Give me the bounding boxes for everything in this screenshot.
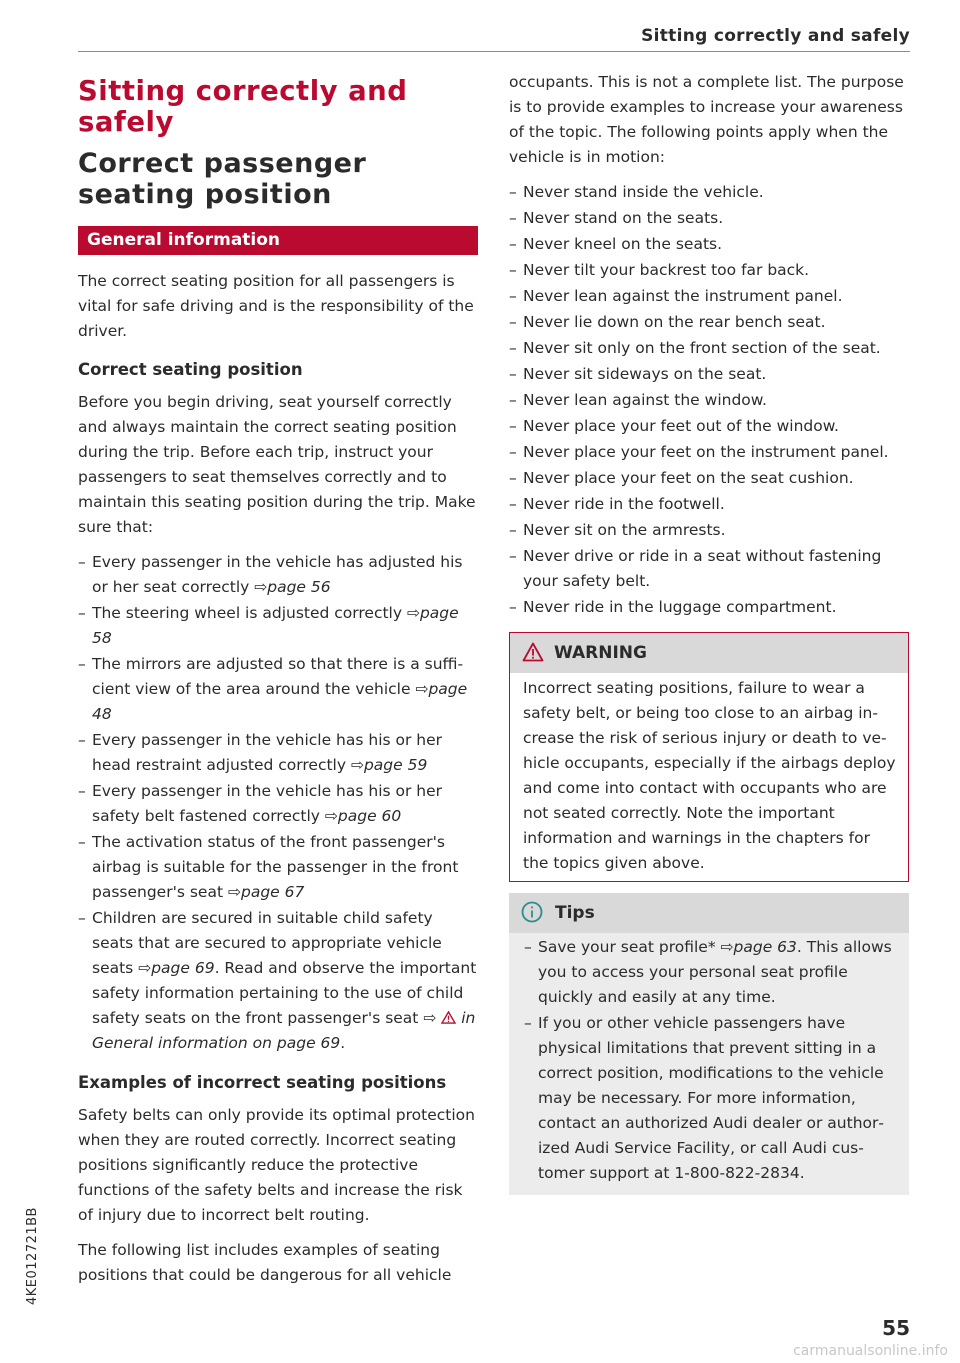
page-reference-text: page 69 <box>151 959 215 977</box>
page-reference-text: page 67 <box>240 883 305 901</box>
examples-intro-paragraph: The following list includes examples of seating positions that could be dangerous for all vehicle <box>78 1241 452 1284</box>
list-item <box>509 180 909 205</box>
warning-body <box>510 673 908 881</box>
document-code: 4KE012721BB <box>25 1207 40 1305</box>
arrow-right-icon: ⇨ <box>350 756 364 774</box>
tips-body <box>509 933 909 1195</box>
warning-title: WARNING <box>554 643 647 663</box>
dash-mark: – <box>78 782 86 800</box>
section-title-line2: seating position <box>78 179 332 210</box>
chapter-title-line1: Sitting correctly and <box>78 75 408 107</box>
list-item-text: Children are secured in suitable child safety seats that are secured to appropriate vehicle seats <box>92 909 442 977</box>
list-item-text: Never place your feet on the seat cushion. <box>523 469 854 487</box>
warning-triangle-icon <box>522 642 544 662</box>
list-item <box>78 652 478 727</box>
list-item-text: Every passenger in the vehicle has his or her head restraint adjusted correctly <box>92 731 443 774</box>
dash-mark: – <box>78 553 86 571</box>
dash-mark: – <box>509 261 517 279</box>
list-item-text: The steering wheel is adjusted correctly <box>92 604 407 622</box>
list-item-text: Every passenger in the vehicle has his or her safety belt fastened correctly <box>92 782 443 825</box>
page-reference-text: page 48 <box>92 680 468 723</box>
belts-paragraph: Safety belts can only provide its optimal protection when they are routed correctly. Incorrect seating positions significantly reduce the protective functions of the safety belts and increase the risk of injury due to incorrect belt routing. <box>78 1106 475 1224</box>
list-item <box>509 466 909 491</box>
dash-mark: – <box>509 209 517 227</box>
list-item-text: Never stand on the seats. <box>523 209 724 227</box>
warning-triangle-icon <box>441 1011 456 1024</box>
info-circle-icon <box>521 901 543 923</box>
dash-mark: – <box>78 731 86 749</box>
page-reference-text: page 56 <box>267 578 331 596</box>
list-item <box>509 206 909 231</box>
list-item <box>509 336 909 361</box>
list-item-text: Never sit on the armrests. <box>523 521 726 539</box>
page-reference-link[interactable] <box>254 578 330 596</box>
dash-mark: – <box>78 655 86 673</box>
header-rule <box>78 51 910 52</box>
dash-mark: – <box>509 469 517 487</box>
list-item <box>78 728 478 778</box>
warning-box <box>509 632 909 882</box>
page-reference-text: page 59 <box>363 756 428 774</box>
dash-mark: – <box>509 443 517 461</box>
list-item-text: Never ride in the luggage compartment. <box>523 598 837 616</box>
list-item-text: Every passenger in the vehicle has adjusted his or her seat correctly <box>92 553 463 596</box>
page-number: 55 <box>882 1316 910 1340</box>
list-item-text: . Read and observe the important safety information pertaining to the use of child safety seats on the front passenger's seat <box>92 959 477 1027</box>
list-item <box>509 414 909 439</box>
dash-mark: – <box>509 313 517 331</box>
page-reference-text: page 63 <box>733 938 797 956</box>
list-item <box>509 440 909 465</box>
arrow-right-icon: ⇨ <box>254 578 268 596</box>
list-item <box>78 906 478 1056</box>
warning-text: Incorrect seating positions, failure to wear a safety belt, or being too close to an airbag increase the risk of serious injury or death to vehicle occupants, especially if the airbags deploy and come into contact with occupants who are not seated correctly. Note the important information and warnings in the chapters for the topics given above. <box>523 679 896 872</box>
tips-header <box>509 893 909 933</box>
list-item <box>509 232 909 257</box>
chapter-title-line2: safely <box>78 106 174 138</box>
list-item-text: Never ride in the footwell. <box>523 495 725 513</box>
dash-mark: – <box>509 495 517 513</box>
chapter-title <box>78 76 478 138</box>
general-information-banner: General information <box>78 226 478 255</box>
section-title-line1: Correct passenger <box>78 148 367 179</box>
dash-mark: – <box>78 909 86 927</box>
list-item-text: The mirrors are adjusted so that there is a sufficient view of the area around the vehicle <box>92 655 464 698</box>
list-item-text: Never sit sideways on the seat. <box>523 365 767 383</box>
list-item-text: Never lean against the instrument panel. <box>523 287 843 305</box>
list-item <box>509 310 909 335</box>
dash-mark: – <box>78 833 86 851</box>
list-item <box>78 601 478 651</box>
arrow-right-icon: ⇨ <box>720 938 734 956</box>
dash-mark: – <box>509 521 517 539</box>
dash-mark: – <box>509 391 517 409</box>
list-item-text: Save your seat profile* <box>538 938 721 956</box>
never-list <box>509 180 909 620</box>
arrow-right-icon: ⇨ <box>406 604 420 622</box>
dash-mark: – <box>509 287 517 305</box>
tips-title: Tips <box>555 903 595 923</box>
page-reference-link[interactable] <box>228 883 304 901</box>
tips-list <box>524 935 897 1186</box>
page-reference-link[interactable] <box>138 959 214 977</box>
arrow-right-icon: ⇨ <box>423 1009 437 1027</box>
watermark: carmanualsonline.info <box>793 1343 948 1359</box>
seating-paragraph: Before you begin driving, seat yourself correctly and always maintain the correct seating position during the trip. Before each trip, instruct your passengers to seat themselves correctly and to maintain this seating position during the trip. Make sure that: <box>78 393 476 536</box>
list-item <box>509 284 909 309</box>
arrow-right-icon: ⇨ <box>324 807 338 825</box>
dash-mark: – <box>509 365 517 383</box>
list-item <box>509 544 909 594</box>
list-item-text: Never lean against the window. <box>523 391 767 409</box>
dash-mark: – <box>524 1014 532 1032</box>
continued-paragraph: occupants. This is not a complete list. The purpose is to provide examples to increase your awareness of the topic. The following points apply when the vehicle is in motion: <box>509 73 904 166</box>
dash-mark: – <box>524 938 532 956</box>
running-header: Sitting correctly and safely <box>641 26 910 46</box>
list-item <box>509 518 909 543</box>
page-reference-text: page 58 <box>92 604 459 647</box>
dash-mark: – <box>78 604 86 622</box>
list-item-text: . This allows you to access your personal seat profile quickly and easily at any time. <box>538 938 892 1006</box>
list-item <box>509 258 909 283</box>
list-item <box>509 388 909 413</box>
list-item <box>78 779 478 829</box>
list-item-text: Never kneel on the seats. <box>523 235 723 253</box>
list-item <box>509 362 909 387</box>
dash-mark: – <box>509 183 517 201</box>
list-item-text: Never place your feet out of the window. <box>523 417 839 435</box>
dash-mark: – <box>509 235 517 253</box>
list-item-text: Never tilt your backrest too far back. <box>523 261 810 279</box>
list-item <box>524 1011 897 1186</box>
dash-mark: – <box>509 547 517 565</box>
intro-paragraph: The correct seating position for all passengers is vital for safe driving and is the responsibility of the driver. <box>78 272 474 340</box>
list-item-text: . <box>340 1034 346 1052</box>
list-item-text: Never stand inside the vehicle. <box>523 183 764 201</box>
checklist <box>78 550 478 1056</box>
arrow-right-icon: ⇨ <box>227 883 241 901</box>
right-column <box>509 70 909 1195</box>
subheading-incorrect-examples: Examples of incorrect seating positions <box>78 1073 447 1092</box>
page-reference-link[interactable] <box>325 807 401 825</box>
list-item <box>509 595 909 620</box>
list-item-text: Never sit only on the front section of the seat. <box>523 339 881 357</box>
section-title <box>78 148 478 210</box>
left-column <box>78 70 478 1288</box>
page-reference-text: in General information on page 69 <box>92 1009 476 1052</box>
page-reference-text: page 60 <box>337 807 402 825</box>
list-item-text: Never lie down on the rear bench seat. <box>523 313 826 331</box>
list-item <box>78 550 478 600</box>
list-item-text: Never drive or ride in a seat without fastening your safety belt. <box>523 547 882 590</box>
page-reference-link[interactable] <box>351 756 427 774</box>
list-item-text: The activation status of the front passenger's airbag is suitable for the passenger in the front passenger's seat <box>92 833 459 901</box>
dash-mark: – <box>509 417 517 435</box>
subheading-correct-seating: Correct seating position <box>78 360 303 379</box>
list-item <box>524 935 897 1010</box>
list-item <box>78 830 478 905</box>
tips-box <box>509 893 909 1195</box>
list-item-text: If you or other vehicle passengers have physical limitations that prevent sitting in a correct position, modifications to the vehicle may be necessary. For more information, contact an authorized Audi dealer or authorized Audi Service Facility, or call Audi customer support at 1-800-822-2834. <box>538 1014 884 1182</box>
arrow-right-icon: ⇨ <box>415 680 429 698</box>
page-reference-link[interactable] <box>721 938 797 956</box>
dash-mark: – <box>509 598 517 616</box>
list-item-text: Never place your feet on the instrument panel. <box>523 443 889 461</box>
list-item <box>509 492 909 517</box>
arrow-right-icon: ⇨ <box>138 959 152 977</box>
dash-mark: – <box>509 339 517 357</box>
warning-header <box>510 633 908 673</box>
